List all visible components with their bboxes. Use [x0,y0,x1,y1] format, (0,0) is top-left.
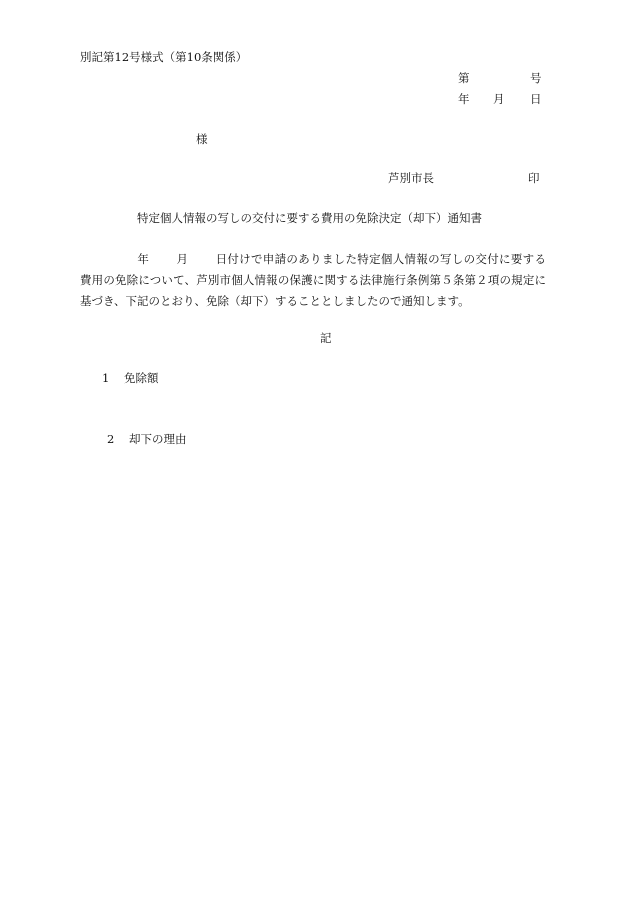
number-prefix: 第 [458,71,470,85]
date-month: 月 [493,92,505,106]
addressee-suffix: 様 [196,132,208,146]
document-title: 特定個人情報の写しの交付に要する費用の免除決定（却下）通知書 [137,211,482,225]
item-number: 1 [102,371,110,385]
list-item [107,431,187,447]
record-heading: 記 [320,331,332,345]
item-label-rejection-reason: 却下の理由 [129,432,187,446]
body-paragraph [80,249,546,312]
list-item [102,370,159,386]
body-month: 月 [176,252,189,266]
issuer-name: 芦別市長 [388,171,434,185]
date-year: 年 [458,92,470,106]
item-number: 2 [107,432,115,446]
seal-mark: 印 [528,171,540,185]
date-day: 日 [530,92,542,106]
body-text: 日付けで申請のありました特定個人情報の写しの交付に要する費用の免除について、芦別市個人情報の保護に関する法律施行条例第５条第２項の規定に基づき、下記のとおり、免除（却下）することとしましたので通知します。 [80,252,546,308]
item-label-exemption-amount: 免除額 [124,371,159,385]
body-year: 年 [137,252,150,266]
form-label: 別記第12号様式（第10条関係） [80,50,248,64]
number-suffix: 号 [530,71,542,85]
